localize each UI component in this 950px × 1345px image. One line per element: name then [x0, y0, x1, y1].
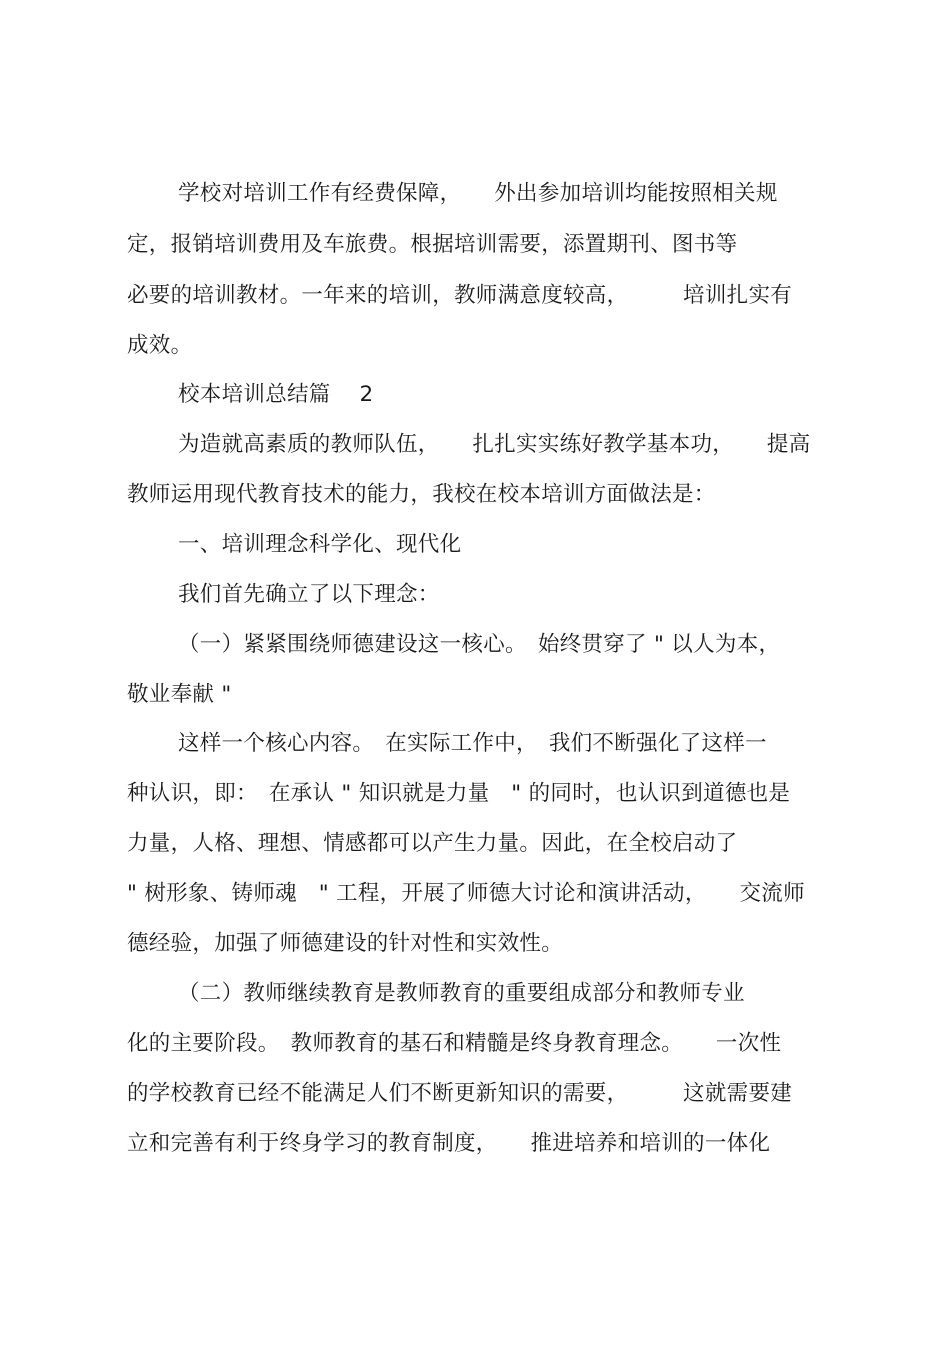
section-heading: 校本培训总结篇 2 — [178, 382, 374, 407]
paragraph-line: 德经验，加强了师德建设的针对性和实效性。 — [127, 931, 564, 956]
paragraph-line: 教师运用现代教育技术的能力，我校在校本培训方面做法是： — [127, 482, 716, 507]
paragraph-line: 化的主要阶段。 教师教育的基石和精髓是终身教育理念。 一次性 — [127, 1031, 782, 1056]
paragraph-line: 成效。 — [127, 333, 193, 358]
paragraph-line: （一）紧紧围绕师德建设这一核心。 始终贯穿了 " 以人为本， — [178, 632, 781, 657]
paragraph-line: 为造就高素质的教师队伍， 扎扎实实练好教学基本功， 提高 — [178, 432, 811, 457]
paragraph-line: 力量，人格、理想、情感都可以产生力量。因此，在全校启动了 — [127, 831, 738, 856]
paragraph-line: 敬业奉献 " — [127, 682, 232, 707]
paragraph-line: 这样一个核心内容。 在实际工作中， 我们不断强化了这样一 — [178, 731, 767, 756]
subheading: 一、培训理念科学化、现代化 — [178, 532, 462, 557]
paragraph-line: 我们首先确立了以下理念： — [178, 582, 440, 607]
paragraph-line: " 树形象、铸师魂 " 工程，开展了师德大讨论和演讲活动， 交流师 — [127, 881, 805, 906]
paragraph-line: 种认识，即： 在承认 " 知识就是力量 " 的同时，也认识到道德也是 — [127, 781, 791, 806]
paragraph-line: 必要的培训教材。一年来的培训，教师满意度较高， 培训扎实有 — [127, 283, 793, 308]
paragraph-line: 的学校教育已经不能满足人们不断更新知识的需要， 这就需要建 — [127, 1081, 793, 1106]
paragraph-line: 定，报销培训费用及车旅费。根据培训需要，添置期刊、图书等 — [127, 232, 738, 257]
paragraph-line: 学校对培训工作有经费保障， 外出参加培训均能按照相关规 — [178, 181, 778, 206]
paragraph-line: 立和完善有利于终身学习的教育制度， 推进培养和培训的一体化 — [127, 1131, 771, 1156]
paragraph-line: （二）教师继续教育是教师教育的重要组成部分和教师专业 — [178, 981, 745, 1006]
